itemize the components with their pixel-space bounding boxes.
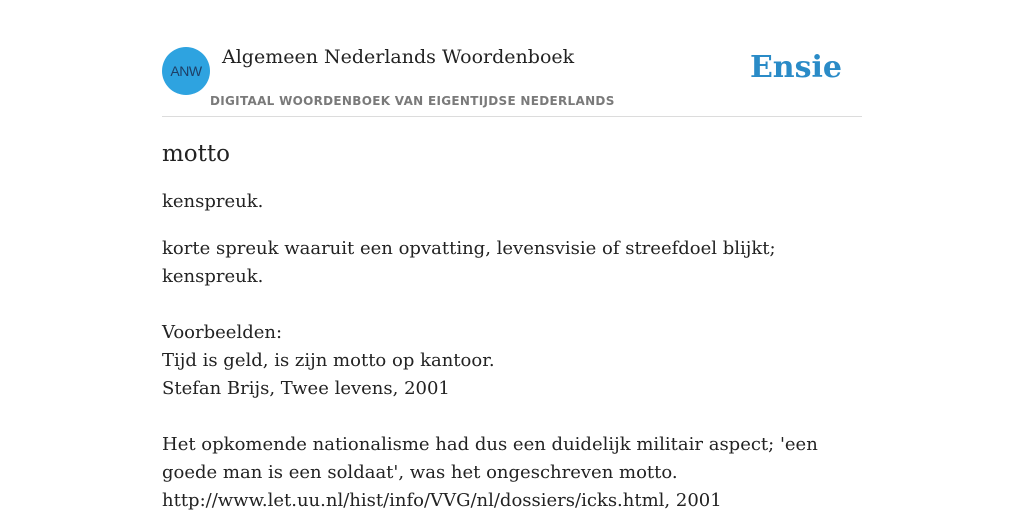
entry-headword: motto [162,141,230,167]
short-definition: kenspreuk. [162,191,264,212]
dictionary-title[interactable]: Algemeen Nederlands Woordenboek [222,46,575,68]
anw-logo[interactable]: ANW [162,47,210,95]
entry-content [162,138,862,512]
spacer [162,403,862,431]
examples-label: Voorbeelden: [162,322,283,343]
long-definition: korte spreuk waaruit een opvatting, levensvisie of streefdoel blijkt; kenspreuk. [162,238,776,287]
dictionary-subtitle: DIGITAAL WOORDENBOEK VAN EIGENTIJDSE NEDERLANDS [210,94,615,108]
spacer [162,291,862,319]
example-source: http://www.let.uu.nl/hist/info/VVG/nl/dossiers/icks.html, 2001 [162,490,722,511]
example-quote: Tijd is geld, is zijn motto op kantoor. [162,350,495,371]
example-source: Stefan Brijs, Twee levens, 2001 [162,378,450,399]
ensie-brand-logo[interactable]: Ensie [749,50,842,85]
example-quote: Het opkomende nationalisme had dus een duidelijk militair aspect; 'een goede man is een soldaat', was het ongeschreven motto. [162,434,818,483]
site-header [162,40,862,117]
